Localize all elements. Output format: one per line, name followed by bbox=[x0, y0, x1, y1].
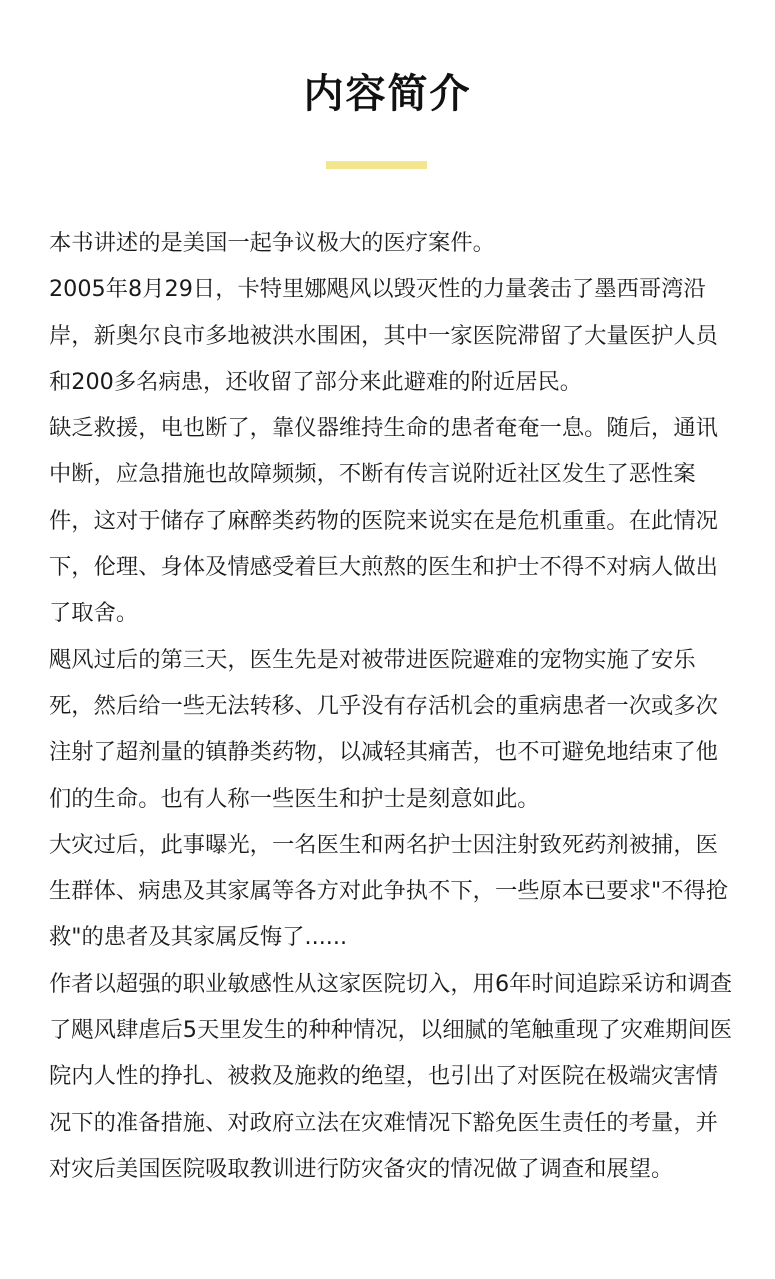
intro-body bbox=[49, 220, 739, 1192]
intro-paragraph-3: 缺乏救援，电也断了，靠仪器维持生命的患者奄奄一息。随后，通讯中断，应急措施也故障频频，不断有传言说附近社区发生了恶性案件，这对于储存了麻醉类药物的医院来说实在是危机重重。在此情况下，伦理、身体及情感受着巨大煎熬的医生和护士不得不对病人做出了取舍。 bbox=[49, 415, 718, 627]
intro-paragraph-1: 本书讲述的是美国一起争议极大的医疗案件。 bbox=[49, 230, 495, 256]
intro-paragraph-6: 作者以超强的职业敏感性从这家医院切入，用6年时间追踪采访和调查了飓风肆虐后5天里发生的种种情况，以细腻的笔触重现了灾难期间医院内人性的挣扎、被救及施救的绝望，也引出了对医院在极端灾害情况下的准备措施、对政府立法在灾难情况下豁免医生责任的考量，并对灾后美国医院吸取教训进行防灾备灾的情况做了调查和展望。 bbox=[49, 970, 733, 1182]
intro-paragraph-5: 大灾过后，此事曝光，一名医生和两名护士因注射致死药剂被捕，医生群体、病患及其家属等各方对此争执不下，一些原本已要求"不得抢救"的患者及其家属反悔了...... bbox=[49, 831, 729, 951]
page-title: 内容简介 bbox=[303, 71, 472, 117]
intro-paragraph-2: 2005年8月29日，卡特里娜飓风以毁灭性的力量袭击了墨西哥湾沿岸，新奥尔良市多地被洪水围困，其中一家医院滞留了大量医护人员和200多名病患，还收留了部分来此避难的附近居民。 bbox=[49, 276, 718, 395]
intro-paragraph-4: 飓风过后的第三天，医生先是对被带进医院避难的宠物实施了安乐死，然后给一些无法转移、几乎没有存活机会的重病患者一次或多次注射了超剂量的镇静类药物，以减轻其痛苦，也不可避免地结束了他们的生命。也有人称一些医生和护士是刻意如此。 bbox=[49, 646, 718, 812]
title-underline-decoration bbox=[326, 161, 427, 169]
